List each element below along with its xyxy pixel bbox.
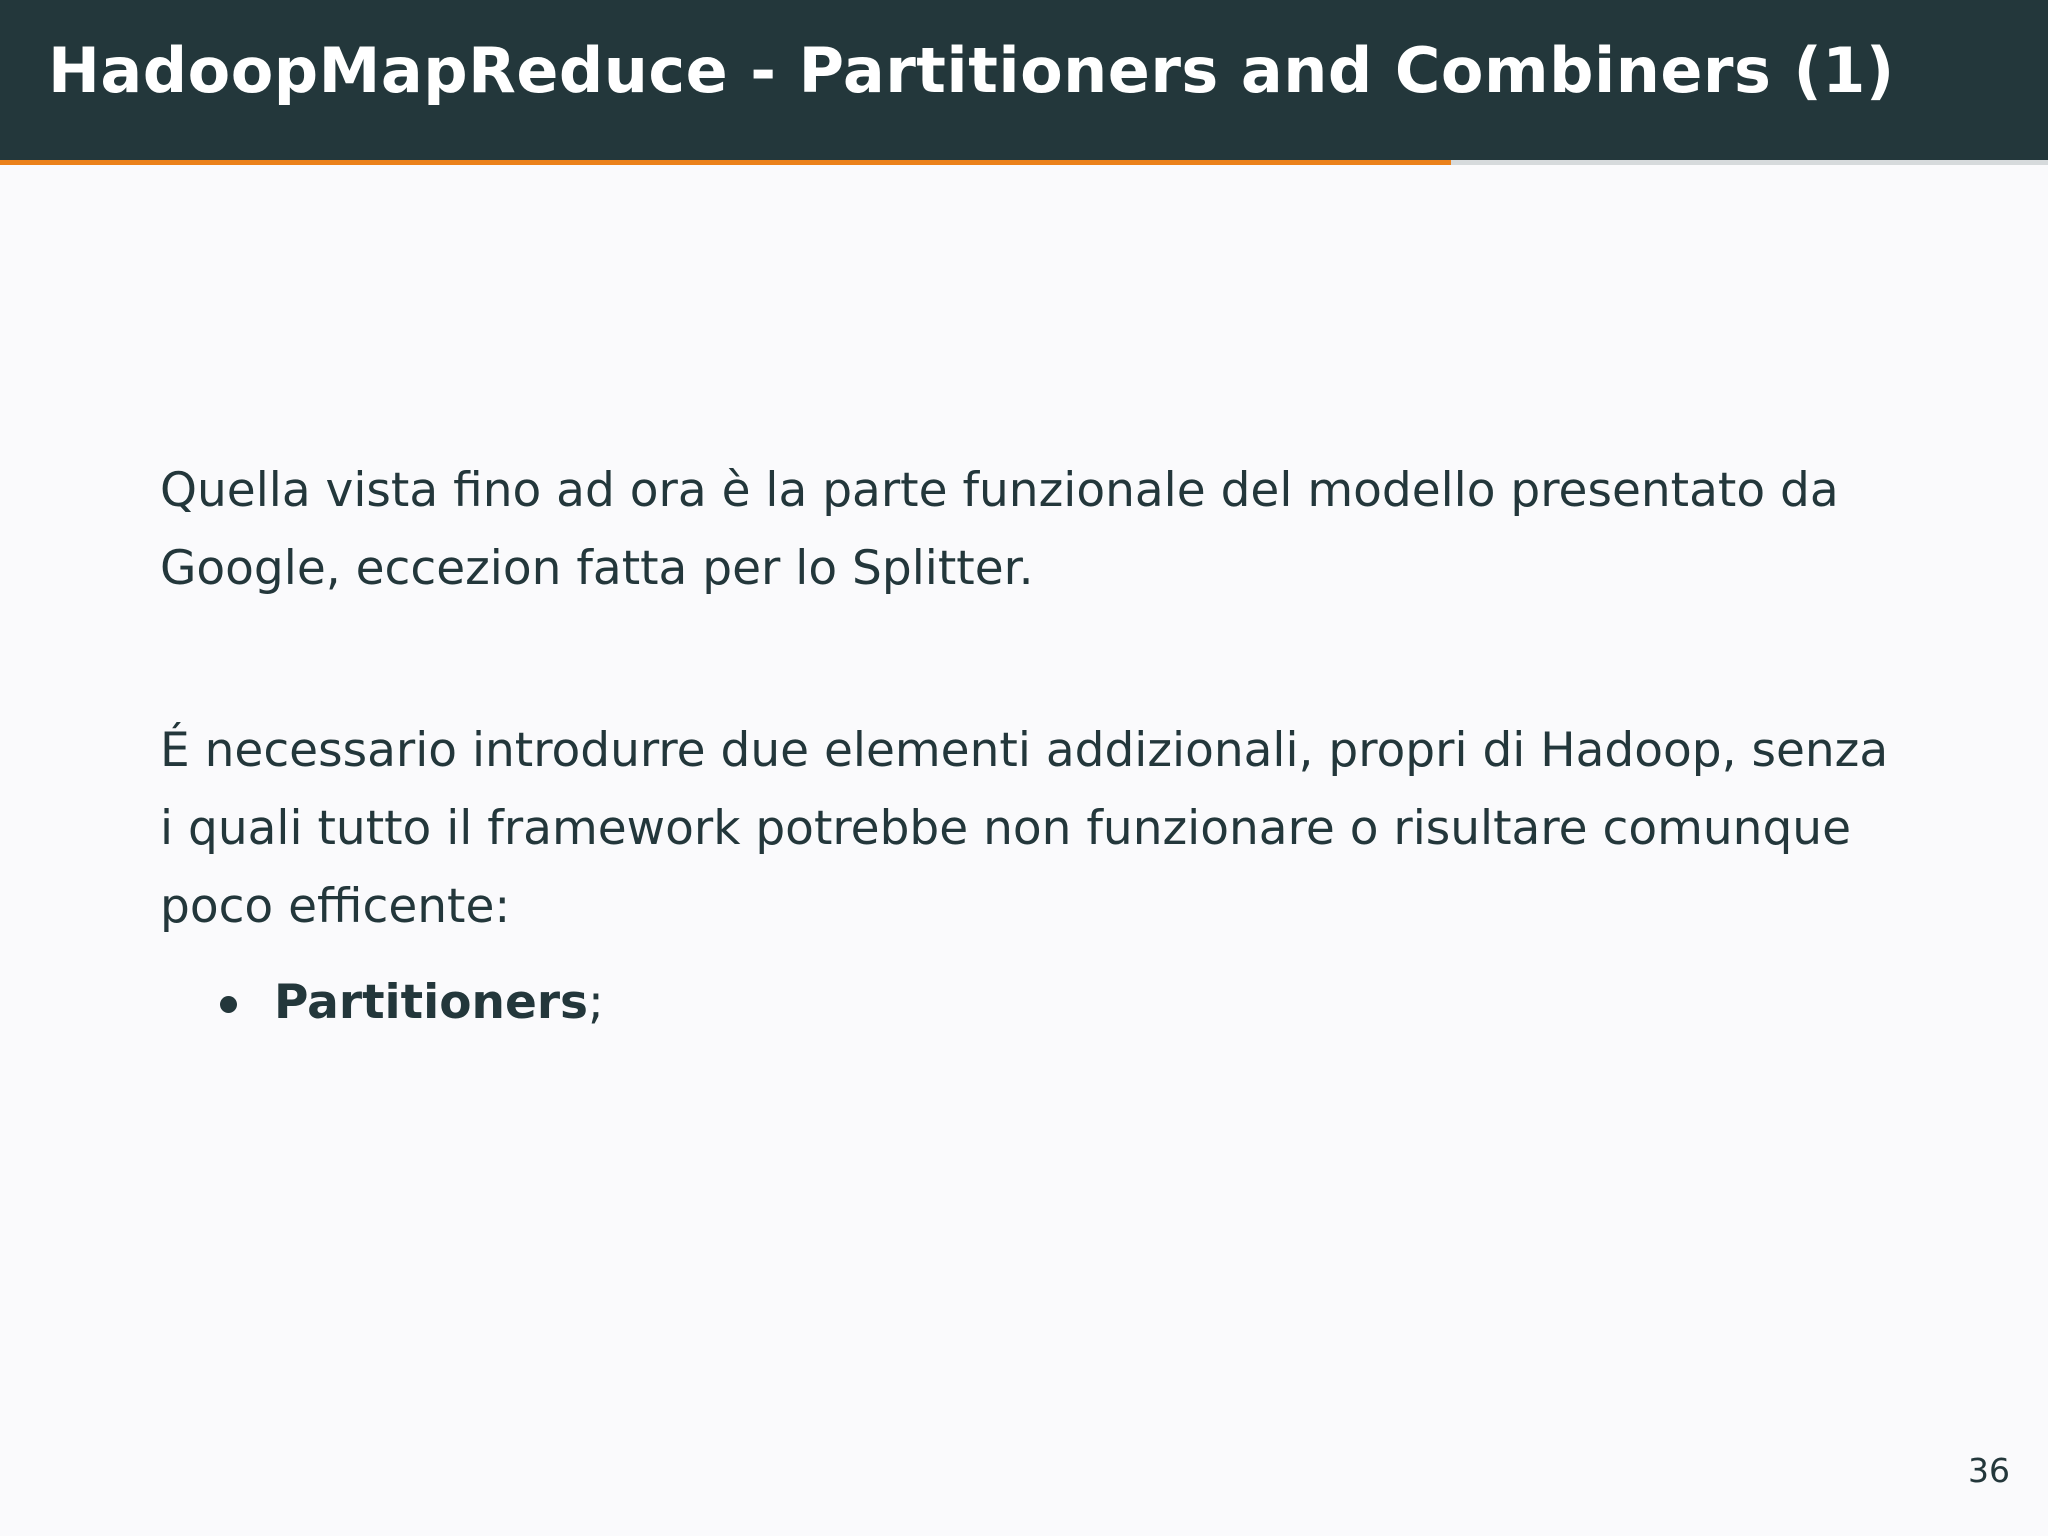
progress-bar-fill (0, 160, 1451, 165)
slide-body (160, 452, 1900, 1042)
body-paragraph: Quella vista fino ad ora è la parte funzionale del modello presentato da Google, eccezion fatta per lo Splitter. (160, 463, 1839, 596)
page-number: 36 (1968, 1451, 2010, 1490)
slide-title: HadoopMapReduce - Partitioners and Combiners (1) (48, 34, 1895, 107)
bullet-icon (220, 996, 237, 1013)
progress-bar (0, 160, 2048, 165)
bullet-term: Partitioners (274, 975, 589, 1030)
bullet-list (160, 964, 1900, 1042)
bullet-suffix: ; (588, 975, 604, 1030)
slide-header (0, 0, 2048, 160)
bullet-item (160, 964, 1900, 1042)
body-paragraph: É necessario introdurre due elementi addizionali, propri di Hadoop, senza i quali tutto il framework potrebbe non funzionare o risultare comunque poco efficente: (160, 723, 1889, 934)
